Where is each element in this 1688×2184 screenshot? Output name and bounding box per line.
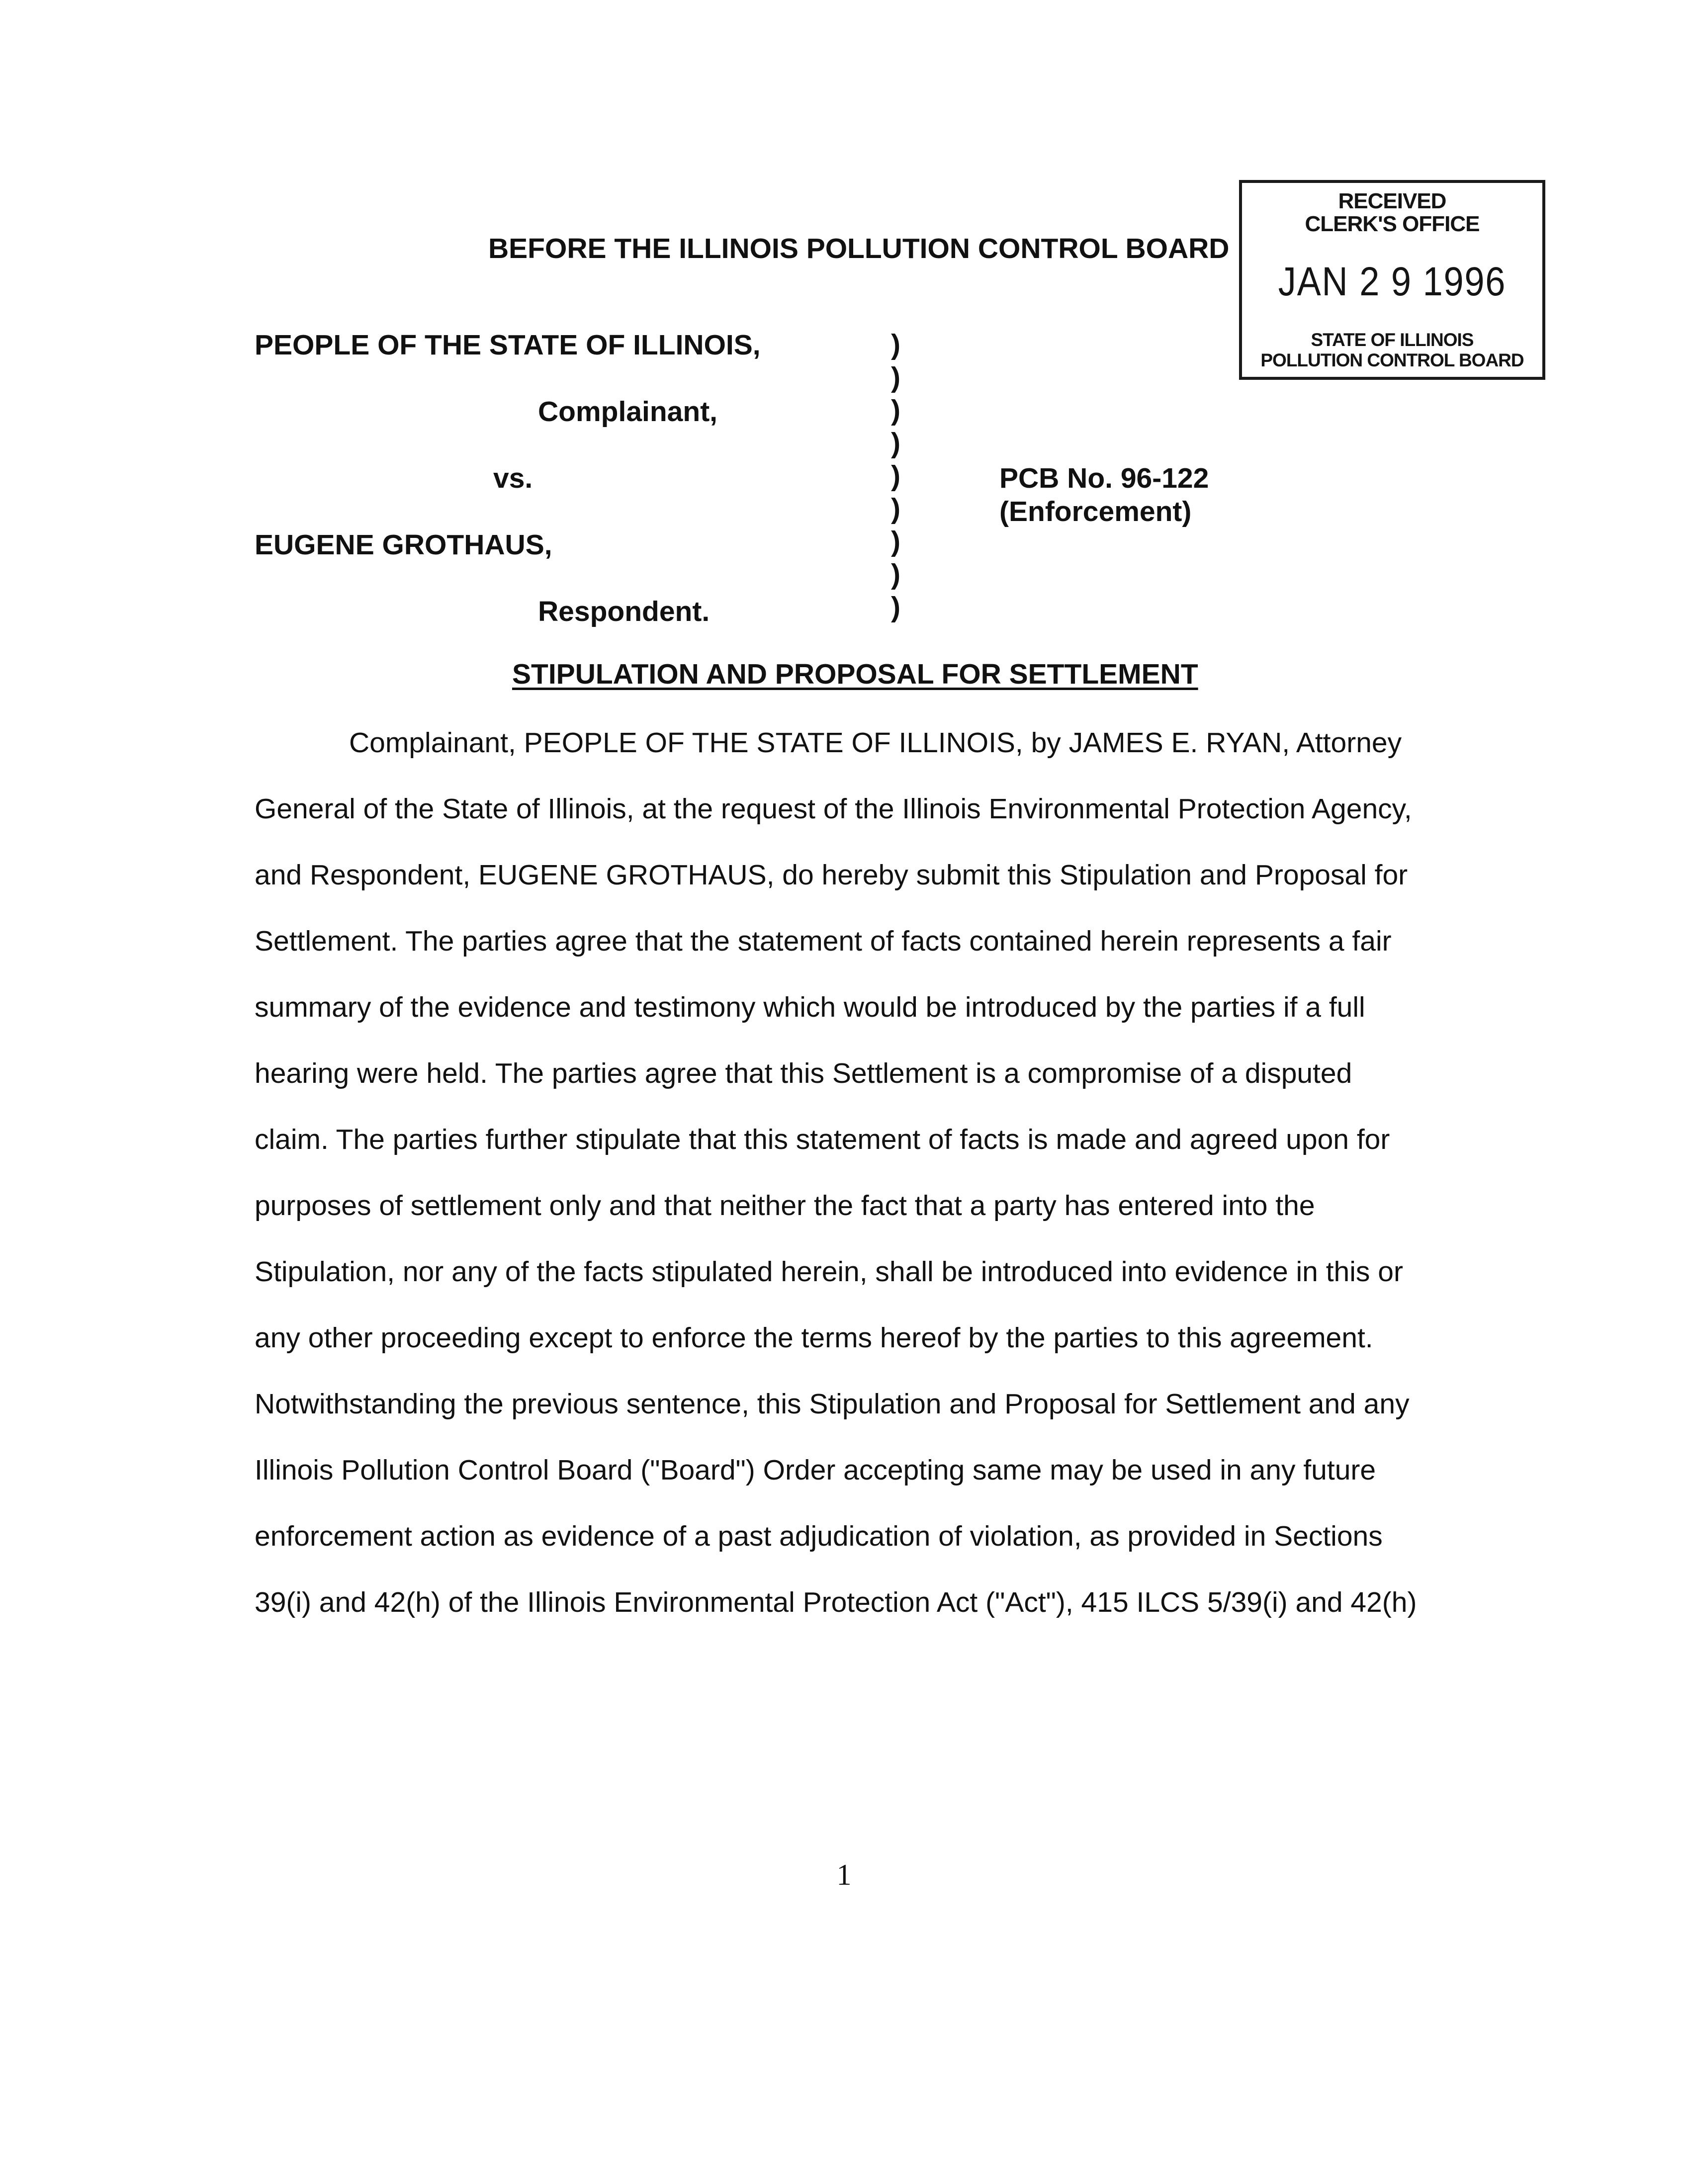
received-stamp xyxy=(1239,180,1545,380)
body-line: hearing were held. The parties agree that this Settlement is a compromise of a disputed xyxy=(255,1057,1352,1089)
body-line: summary of the evidence and testimony which would be introduced by the parties if a full xyxy=(255,991,1365,1023)
caption-plaintiff: PEOPLE OF THE STATE OF ILLINOIS, xyxy=(255,329,761,361)
case-number: PCB No. 96-122 xyxy=(999,462,1209,494)
body-line: Illinois Pollution Control Board ("Board") Order accepting same may be used in any future xyxy=(255,1454,1376,1486)
caption-paren: ) xyxy=(891,394,900,426)
page-number: 1 xyxy=(836,1858,852,1891)
body-line: General of the State of Illinois, at the request of the Illinois Environmental Protection Agency, xyxy=(255,793,1412,825)
stamp-state: STATE OF ILLINOIS xyxy=(1311,330,1474,350)
caption-paren: ) xyxy=(891,493,900,524)
caption-paren: ) xyxy=(891,427,900,459)
body-line: enforcement action as evidence of a past adjudication of violation, as provided in Sections xyxy=(255,1520,1383,1552)
caption-defendant: EUGENE GROTHAUS, xyxy=(255,529,552,561)
stamp-received: RECEIVED xyxy=(1338,189,1446,213)
body-line: and Respondent, EUGENE GROTHAUS, do hereby submit this Stipulation and Proposal for xyxy=(255,859,1408,891)
body-line: purposes of settlement only and that neither the fact that a party has entered into the xyxy=(255,1190,1315,1222)
body-line: claim. The parties further stipulate that this statement of facts is made and agreed upon for xyxy=(255,1124,1390,1155)
body-line: 39(i) and 42(h) of the Illinois Environmental Protection Act ("Act"), 415 ILCS 5/39(i) and 42(h) xyxy=(255,1586,1417,1618)
body-line: Complainant, PEOPLE OF THE STATE OF ILLINOIS, by JAMES E. RYAN, Attorney xyxy=(349,727,1402,759)
document-title: STIPULATION AND PROPOSAL FOR SETTLEMENT xyxy=(512,658,1198,690)
caption-paren: ) xyxy=(891,558,900,590)
caption-paren: ) xyxy=(891,361,900,393)
caption-versus: vs. xyxy=(493,462,533,494)
stamp-board: POLLUTION CONTROL BOARD xyxy=(1260,350,1524,370)
body-line: Settlement. The parties agree that the statement of facts contained herein represents a fair xyxy=(255,925,1392,957)
caption-paren: ) xyxy=(891,591,900,623)
body-paragraph xyxy=(255,726,1468,1652)
caption-respondent: Respondent. xyxy=(538,596,710,627)
caption-paren: ) xyxy=(891,329,900,360)
stamp-clerks-office: CLERK'S OFFICE xyxy=(1305,212,1480,236)
caption-paren-column xyxy=(891,328,906,623)
court-heading: BEFORE THE ILLINOIS POLLUTION CONTROL BOARD xyxy=(488,233,1230,264)
body-line: Stipulation, nor any of the facts stipulated herein, shall be introduced into evidence in this or xyxy=(255,1256,1403,1288)
case-type: (Enforcement) xyxy=(999,496,1192,527)
caption-paren: ) xyxy=(891,525,900,557)
caption-paren: ) xyxy=(891,460,900,492)
body-line: Notwithstanding the previous sentence, this Stipulation and Proposal for Settlement and any xyxy=(255,1388,1410,1420)
body-line: any other proceeding except to enforce the terms hereof by the parties to this agreement. xyxy=(255,1322,1373,1354)
caption-complainant: Complainant, xyxy=(538,396,718,428)
stamp-date: JAN 2 9 1996 xyxy=(1278,259,1507,304)
